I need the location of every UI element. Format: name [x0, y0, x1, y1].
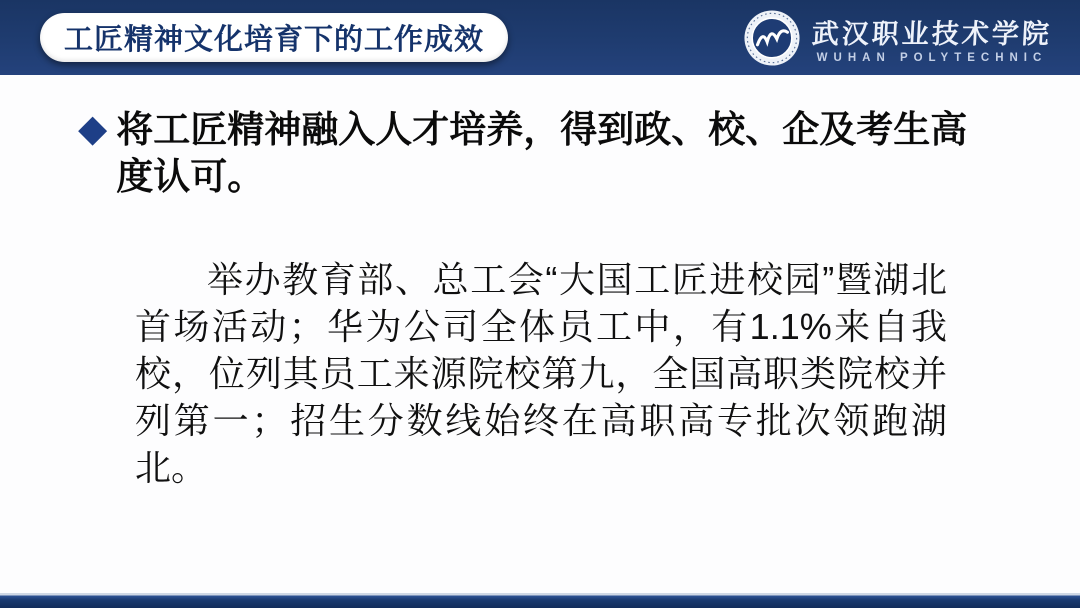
school-name-en: WUHAN POLYTECHNIC — [816, 52, 1048, 64]
header-bar — [0, 0, 1080, 75]
key-point-row — [78, 106, 974, 200]
school-logo-icon — [743, 9, 801, 67]
school-brand — [743, 8, 1052, 68]
school-name-cn: 武汉职业技术学院 — [811, 19, 1053, 49]
slide-title-pill — [40, 13, 508, 62]
slide-title: 工匠精神文化培育下的工作成效 — [63, 24, 484, 56]
detail-paragraph: 举办教育部、总工会“大国工匠进校园”暨湖北首场活动；华为公司全体员工中，有1.1%来自我校，位列其员工来源院校第九，全国高职类院校并列第一；招生分数线始终在高职高专批次领跑湖北。 — [135, 259, 947, 488]
bottom-strip — [0, 593, 1080, 608]
key-point-text: 将工匠精神融入人才培养，得到政、校、企及考生高度认可。 — [116, 109, 968, 197]
school-name-block — [812, 12, 1052, 64]
diamond-bullet-icon: ◆ — [78, 108, 108, 150]
